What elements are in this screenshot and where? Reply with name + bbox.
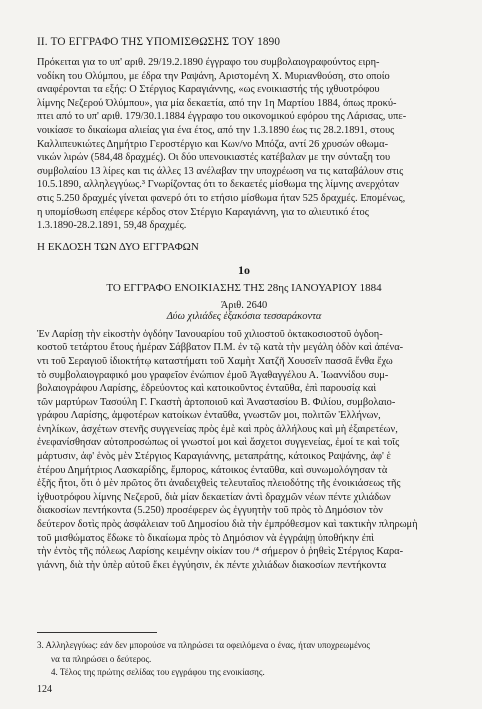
paragraph-line: 10.5.1890, αλληλεγγύως.³ Γνωρίζοντας ότι το δεκαετές μίσθωμα της λίμνης ανερχόταν (37, 179, 400, 191)
paragraph-line: συμβολαίου 13 λίρες και τις άλλες 13 ανέλαβαν την υποχρέωση να τις καταβάλουν στις (37, 165, 404, 177)
paragraph-sublease (37, 56, 451, 233)
document-arith: Άριθ. 2640 (220, 299, 268, 311)
paragraph-line: νικών λιρών (584,48 δραχμές). Οι δύο υπενοικιαστές κατέβαλαν με την σύνταξη του (37, 152, 391, 164)
document-line: βολαιογράφου Λαρίσης, ἑδρεύοντος καὶ κατοικοῦντος ἐνταῦθα, ἐπὶ παρουσίᾳ καὶ (37, 383, 377, 395)
document-line: κοστοῦ τετάρτου ἔτους ἡμέραν Σάββατον Π.Μ. ἐν τῷ κατὰ τὴν μεγάλη ὁδὸν καὶ ἀπένα- (37, 342, 404, 354)
footnote-4: 4. Τέλος της πρώτης σελίδας του εγγράφου της ενοικίασης. (51, 667, 265, 677)
document-line: τοῦ μισθώματος ἔδωκε τὸ δικαίωμα πρὸς τὸ Δημόσιον νὰ ἐγγράψῃ ὑποθήκην ἐπὶ (37, 532, 375, 544)
document-text (37, 328, 451, 573)
paragraph-line: στις 5.250 δραχμές γίνεται φανερό ότι το ετήσιο μίσθωμα ήταν 525 δραχμές. Επομένως, (37, 192, 406, 204)
paragraph-line: λίμνης Νεζερού Όλύμπου», για μία δεκαετία, από την 1η Μαρτίου 1884, όπως προκύ- (37, 97, 397, 109)
page-number: 124 (37, 684, 52, 695)
footnote-3: 3. Αλληλεγγύως: εάν δεν μπορούσε να πληρώσει τα οφειλόμενα ο ένας, ήταν υποχρεωμένος (37, 640, 370, 650)
footnote-rule (37, 632, 157, 633)
document-line: μάρτυσιν, ἀφ' ἑνὸς μὲν Στέργιος Καραγιάννης, μεταπράτης, κάτοικος Ραψάνης, ἀφ' ἑ (37, 451, 391, 463)
document-line: δεύτερον δοτὶς πρὸς ἀσφάλειαν τοῦ Δημοσίου διὰ τὴν ἐμπρόθεσμον καὶ τακτικὴν πληρωμὴ (37, 519, 418, 531)
paragraph-line: Πρόκειται για το υπ' αριθ. 29/19.2.1890 έγγραφο του συμβολαιογραφούντος ειρη- (37, 57, 380, 68)
paragraph-line: αναφέρονται τα εξής: Ο Στέργιος Καραγιάννης, «ως ενοικιαστής τής ιχθυοτρόφου (37, 84, 380, 96)
document-line: ντι τοῦ Σεραγιοῦ ἰδιοκτήτῳ καταστήματι τοῦ Χαμὴτ Χατζῆ Χουσεΐν πασσᾶ ἔνθα ἔχω (37, 355, 393, 367)
document-number: 1ο (238, 262, 250, 277)
paragraph-line: 1.3.1890-28.2.1891, 59,48 δραχμές. (37, 220, 187, 232)
document-line: τὴν ἐντὸς τῆς πόλεως Λαρίσης κειμένην οἰκίαν του /⁴ σήμερον ὁ ῥηθεὶς Στέργιος Καρα- (37, 546, 404, 558)
document-line: ἑτέρου Δημήτριος Λασκαρίδης, ἔμπορος, κάτοικος ἐνταῦθα, καὶ συνωμολόγησαν τὰ (37, 464, 388, 476)
paragraph-line: η υπομίσθωση επέφερε κέρδος στον Στέργιο Καραγιάννη, για το αλιευτικό έτος (37, 206, 369, 218)
paragraph-line: Καλλιπευκιώτες Δημήτριο Γεροστέργιο και Κων/νο Μπόζα, αντί 26 χρυσών οθωμα- (37, 138, 389, 150)
paragraph-line: πτει από το υπ' αριθ. 179/30.1.1884 έγγραφο του οικονομικού εφόρου της Λάρισας, υπε- (37, 111, 407, 123)
document-line: ἐνηλίκων, ἀσχέτων στενῆς συγγενείας πρὸς ἐμὲ καὶ πρὸς ἀλλήλους καὶ μὴ ἐξαιρετέων, (37, 423, 398, 435)
document-line: γιάννη, διὰ τὴν ὑπὲρ αὐτοῦ ἔκει ἐγγύησιν, ἐκ πέντε χιλιάδων διακοσίων πεντήκοντα (37, 559, 387, 571)
document-line: ἰχθυοτρόφου λίμνης Νεζεροῦ, διὰ μίαν δεκαετίαν ἀντὶ δραχμῶν νέων πέντε χιλιάδων (37, 491, 391, 503)
document-line: τῶν μαρτύρων Τασούλη Γ. Γκαστὴ ἀρτοποιοῦ καὶ Ἀναστασίου Β. Φιλίου, συμβολαιο- (37, 396, 396, 408)
page-body (37, 36, 451, 572)
document-line: Ἐν Λαρίσῃ τὴν εἰκοστὴν ὀγδόην Ἰανουαρίου τοῦ χιλιοστοῦ ὀκτακοσιοστοῦ ὀγδοη- (37, 328, 383, 340)
document-title: ΤΟ ΕΓΓΡΑΦΟ ΕΝΟΙΚΙΑΣΗΣ ΤΗΣ 28ης ΙΑΝΟΥΑΡΙΟΥ 1884 (106, 281, 382, 294)
document-line: διακοσίων πεντήκοντα (5.250) προσέφερεν ὡς ἐγγυητὴν τοῦ πρὸς τὸ Δημόσιον τὸν (37, 505, 383, 517)
document-line: γράφου Λαρίσης, ἀμφοτέρων κατοίκων ἐνταῦθα, γνωστῶν μοι, πολιτῶν Ἑλλήνων, (37, 410, 381, 422)
paragraph-line: νοικίασε το δικαίωμα αλιείας για ένα έτος, από την 1.3.1890 έως τις 28.2.1891, στους (37, 124, 395, 136)
paragraph-line: νοδίκη του Ολύμπου, με έδρα την Ραψάνη, Αριστομένη Χ. Μυριανθούση, στο οποίο (37, 70, 390, 82)
document-line: ἐνεφανίσθησαν αὐτοπροσώπως οἱ γνωστοί μοι καὶ ἄσχετοι συγγενείας, ἐμοί τε καὶ τοῖς (37, 437, 400, 449)
document-line: ἑξῆς ἤτοι, ὅτι ὁ μὲν πρῶτος ὅτι ἀναδειχθεὶς τελευταῖος πλειοδότης τῆς ἐνοικιάσεως τῆς (37, 478, 401, 490)
footnote-3-cont: να τα πληρώσει ο δεύτερος. (51, 653, 152, 664)
edition-heading: Η ΕΚΔΟΣΗ ΤΩΝ ΔΥΟ ΕΓΓΡΑΦΩΝ (37, 240, 199, 253)
footnotes (37, 640, 451, 681)
document-line: τὸ συμβολαιογραφικό μου γραφεῖον ἐνώπιον ἐμοῦ Ἀγαθαγγέλου Α. Ἰωαννίδου συμ- (37, 369, 389, 381)
section-heading: II. ΤΟ ΕΓΓΡΑΦΟ ΤΗΣ ΥΠΟΜΙΣΘΩΣΗΣ ΤΟΥ 1890 (37, 36, 281, 48)
document-amount: Δύω χιλιάδες ἑξακόσια τεσσαράκοντα (166, 310, 322, 322)
